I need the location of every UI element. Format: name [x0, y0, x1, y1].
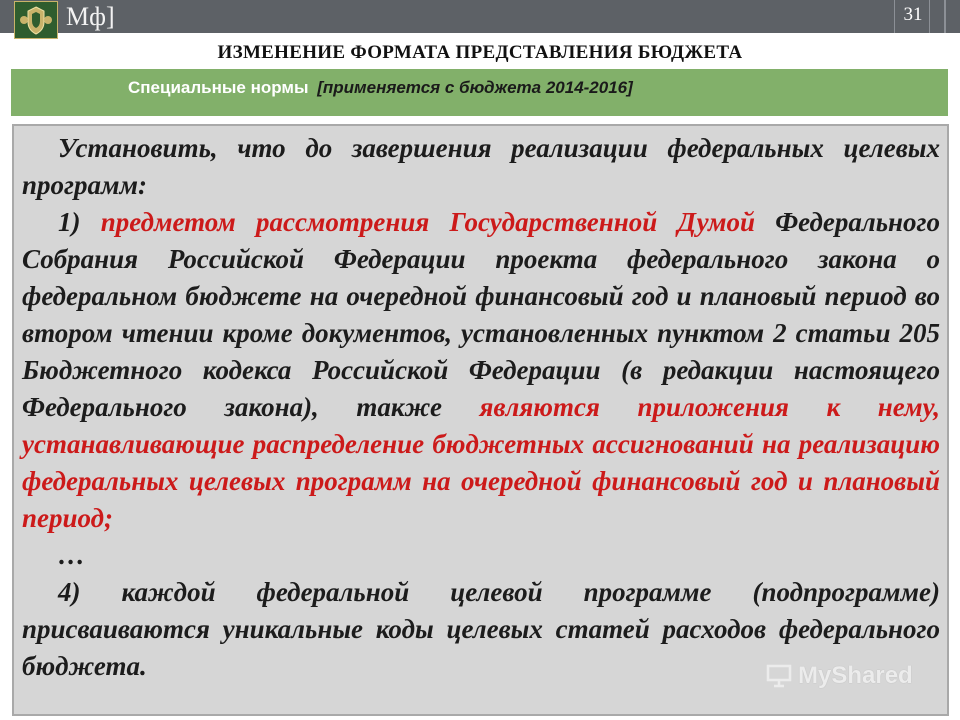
section-label — [128, 78, 633, 98]
item-1-prefix: 1) — [58, 207, 101, 237]
item-1-highlight-1: предметом рассмотрения Государственной Думой — [100, 207, 755, 237]
ellipsis-paragraph: … — [58, 540, 85, 570]
watermark-text: MyShared — [798, 662, 913, 689]
presentation-icon — [766, 664, 792, 688]
item-4-paragraph: 4) каждой федеральной целевой программе (подпрограмме) присваиваются уникальные коды целевых статей расходов федерального бюджета. — [22, 577, 940, 681]
intro-paragraph: Установить, что до завершения реализации федеральных целевых программ: — [22, 133, 940, 200]
header-divider — [944, 0, 946, 33]
page-number-box — [894, 0, 930, 33]
slide-title: ИЗМЕНЕНИЕ ФОРМАТА ПРЕДСТАВЛЕНИЯ БЮДЖЕТА — [217, 42, 743, 63]
item-1-highlight-2: являются приложения к нему, устанавливающие распределение бюджетных ассигнований на реализацию федеральных целевых программ на очередной финансовый год и плановый период; — [22, 392, 940, 533]
emblem-logo — [14, 1, 58, 39]
item-1-paragraph — [22, 204, 940, 537]
item-1-text: Федерального Собрания Российской Федерации проекта федерального закона о федеральном бюджете на очередной финансовый год и плановый период во втором чтении кроме документов, установленных пунктом 2 статьи 205 Бюджетного кодекса Российской Федерации (в редакции настоящего Федерального закона), также — [22, 207, 941, 422]
page-number: 31 — [903, 4, 923, 25]
top-bar — [0, 0, 960, 33]
watermark — [766, 660, 926, 692]
section-label-main: Специальные нормы — [128, 78, 309, 97]
section-label-period: [применяется с бюджета 2014-2016] — [317, 78, 633, 97]
brand-text: Мф] — [66, 2, 115, 31]
content-panel — [12, 124, 949, 716]
body-text — [22, 130, 940, 685]
